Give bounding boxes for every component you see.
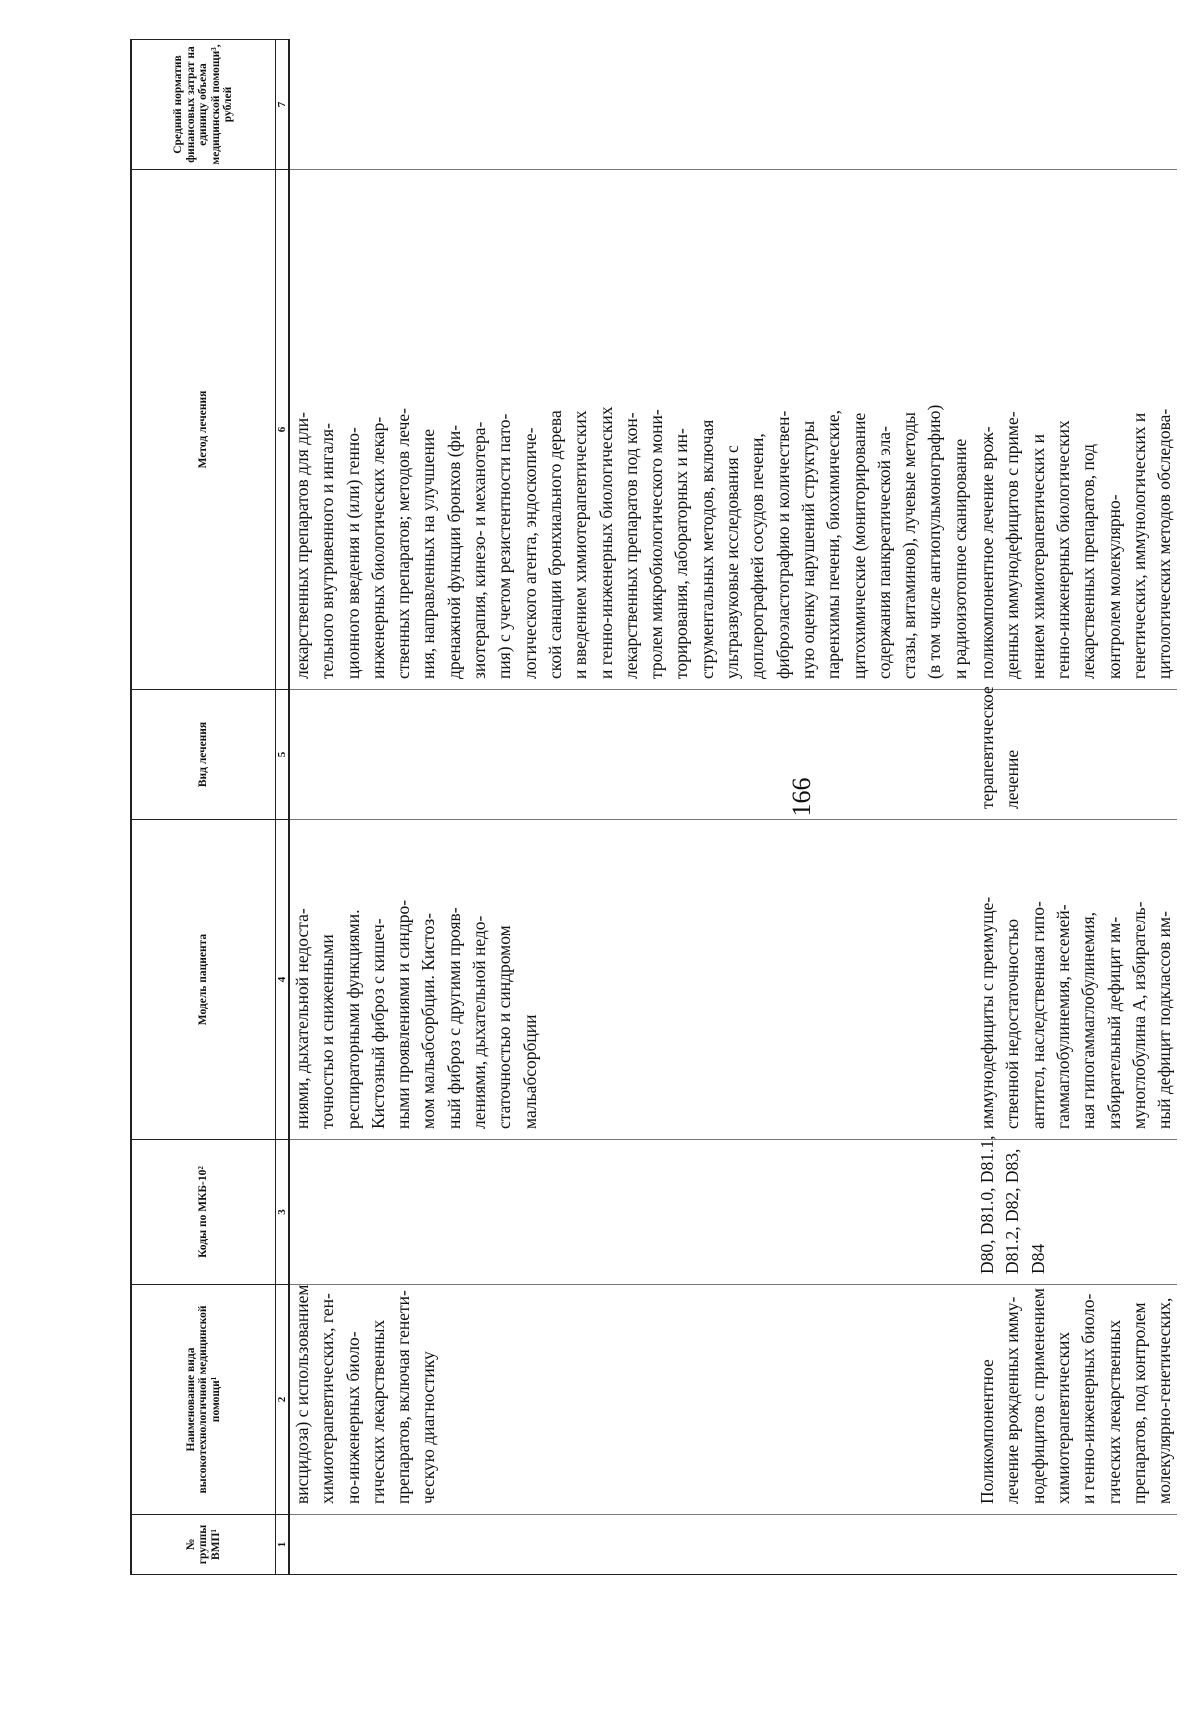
text-line: терапевтическое bbox=[977, 686, 998, 809]
text-line: нением химиотерапевтических и bbox=[1027, 434, 1048, 679]
text-line: ный фиброз с другими прояв- bbox=[443, 907, 464, 1129]
text-line: точностью и сниженными bbox=[317, 934, 338, 1129]
text-line: ческую диагностику bbox=[418, 1351, 439, 1504]
text-line: цитологических методов обследова- bbox=[1154, 408, 1175, 679]
text-line: Поликомпонентное bbox=[977, 1359, 998, 1504]
cell-treatment-kind bbox=[973, 686, 1177, 820]
text-line: лекарственных препаратов, под bbox=[1078, 444, 1099, 679]
text-line: ния, направленных на улучшение bbox=[418, 429, 439, 679]
page-number: 166 bbox=[787, 777, 816, 817]
text-line: ственных препаратов; методов лече- bbox=[393, 408, 414, 679]
text-line: ную оценку нарушений структуры bbox=[797, 420, 818, 679]
text-line: лениями, дыхательной недо- bbox=[469, 915, 490, 1129]
header-treatment-kind: Вид лечения bbox=[131, 690, 276, 820]
column-number: 4 bbox=[276, 820, 290, 1140]
header-row bbox=[131, 40, 276, 1575]
text-line: содержания панкреатической эла- bbox=[873, 426, 894, 679]
cell-patient-model bbox=[973, 820, 1177, 1140]
text-line: контролем молекулярно- bbox=[1103, 494, 1124, 679]
text-line: ниями, дыхательной недоста- bbox=[292, 908, 312, 1129]
text-line: ционного введения и (или) генно- bbox=[342, 427, 363, 679]
text-line: (в том числе ангиопульмонографию) bbox=[924, 404, 945, 679]
text-line: лекарственных препаратов для дли- bbox=[292, 412, 312, 679]
cell-cost-standard bbox=[289, 40, 973, 170]
text-line: денных иммунодефицитов с приме- bbox=[1002, 411, 1023, 679]
text-line: препаратов, включая генети- bbox=[393, 1290, 414, 1504]
text-line: ная гипогаммаглобулинемия, bbox=[1078, 911, 1099, 1129]
text-line: ственной недостаточностью bbox=[1002, 918, 1023, 1129]
cell-treatment-kind bbox=[289, 690, 973, 820]
text-line: зиотерапия, кинезо- и механотера- bbox=[469, 421, 490, 679]
text-line: молекулярно-генетических, bbox=[1154, 1297, 1175, 1504]
text-line: дренажной функции бронхов (фи- bbox=[443, 424, 464, 679]
text-line: висцидоза) с использованием bbox=[292, 1284, 312, 1504]
header-patient-model: Модель пациента bbox=[131, 820, 276, 1140]
table-row bbox=[289, 40, 973, 1575]
text-line: и генно-инженерных биологических bbox=[595, 406, 616, 679]
text-line: инженерных биологических лекар- bbox=[367, 416, 388, 679]
cell-icd-codes bbox=[289, 1140, 973, 1285]
cell-patient-model bbox=[289, 820, 973, 1140]
text-line: поликомпонентное лечение врож- bbox=[977, 426, 998, 679]
column-number-row bbox=[276, 40, 290, 1575]
text-line: гических лекарственных bbox=[1103, 1319, 1124, 1504]
text-line: и генно-инженерных биоло- bbox=[1078, 1293, 1099, 1504]
treatment-table bbox=[130, 39, 1177, 1575]
text-line: избирательный дефицит им- bbox=[1103, 916, 1124, 1129]
header-icd-codes: Коды по МКБ-10² bbox=[131, 1140, 276, 1285]
text-line: мальабсорбции bbox=[519, 1014, 540, 1129]
text-line: ской санации бронхиального дерева bbox=[544, 410, 565, 679]
column-number: 1 bbox=[276, 1515, 290, 1575]
column-number: 3 bbox=[276, 1140, 290, 1285]
cell-care-type bbox=[289, 1285, 973, 1515]
text-line: доплерографией сосудов печени, bbox=[747, 433, 768, 679]
header-cost-standard: Средний норматив финансовых затрат на единицу объема медицинской помощи³, рублей bbox=[131, 40, 276, 170]
text-line: мом мальабсорбции. Кистоз- bbox=[418, 913, 439, 1129]
text-line: лечение врожденных имму- bbox=[1002, 1296, 1023, 1504]
text-line: химиотерапевтических bbox=[1052, 1331, 1073, 1504]
text-line: пия) с учетом резистентности пато- bbox=[494, 413, 515, 679]
text-line: муноглобулина А, избиратель- bbox=[1128, 901, 1149, 1129]
column-number: 7 bbox=[276, 40, 290, 170]
column-number: 5 bbox=[276, 690, 290, 820]
cell-care-type bbox=[973, 1285, 1177, 1515]
text-line: и радиоизотопное сканирование bbox=[949, 438, 970, 679]
cell-treatment-method bbox=[973, 170, 1177, 690]
text-line: тельного внутривенного и ингаля- bbox=[317, 423, 338, 679]
text-line: струментальных методов, включая bbox=[696, 419, 717, 679]
text-line: цитохимические (мониторирование bbox=[848, 412, 869, 679]
text-line: фиброэластографию и количествен- bbox=[772, 410, 793, 679]
table-row bbox=[973, 40, 1177, 1575]
header-care-type: Наименование вида высокотехнологичной медицинской помощи¹ bbox=[131, 1285, 276, 1515]
text-line: нодефицитов с применением bbox=[1027, 1288, 1048, 1504]
cell-treatment-method bbox=[289, 170, 973, 690]
text-line: торирования, лабораторных и ин- bbox=[671, 428, 692, 679]
text-line: антител, наследственная гипо- bbox=[1027, 901, 1048, 1129]
text-line: статочностью и синдромом bbox=[494, 925, 515, 1129]
text-line: ными проявлениями и синдро- bbox=[393, 899, 414, 1129]
column-number: 2 bbox=[276, 1285, 290, 1515]
page-number-wrap bbox=[62, 777, 816, 884]
cell-group-number bbox=[289, 1515, 973, 1575]
text-line: гаммаглобулинемия, несемей- bbox=[1052, 904, 1073, 1129]
text-line: Кистозный фиброз с кишеч- bbox=[367, 918, 388, 1129]
text-line: гических лекарственных bbox=[367, 1319, 388, 1504]
text-line: ультразвуковые исследования с bbox=[722, 445, 743, 679]
text-line: ный дефицит подклассов им- bbox=[1154, 911, 1175, 1129]
header-treatment-method: Метод лечения bbox=[131, 170, 276, 690]
text-line: лекарственных препаратов под кон- bbox=[620, 412, 641, 679]
text-line: D80, D81.0, D81.1, bbox=[977, 1135, 998, 1274]
text-line: паренхимы печени, биохимические, bbox=[823, 409, 844, 679]
text-line: но-инженерных биоло- bbox=[342, 1331, 363, 1504]
text-line: и введением химиотерапевтических bbox=[570, 410, 591, 679]
text-line: химиотерапевтических, ген- bbox=[317, 1293, 338, 1504]
text-line: препаратов, под контролем bbox=[1128, 1302, 1149, 1504]
header-group-number: № группы ВМП¹ bbox=[131, 1515, 276, 1575]
text-line: генетических, иммунологических и bbox=[1128, 412, 1149, 679]
column-number: 6 bbox=[276, 170, 290, 690]
text-line: респираторными функциями. bbox=[342, 909, 363, 1129]
text-line: лечение bbox=[1002, 749, 1023, 809]
text-line: логического агента, эндоскопиче- bbox=[519, 427, 540, 679]
cell-cost-standard bbox=[973, 40, 1177, 170]
text-line: D81.2, D82, D83, bbox=[1002, 1148, 1023, 1274]
text-line: D84 bbox=[1027, 1243, 1048, 1274]
text-line: иммунодефициты с преимуще- bbox=[977, 896, 998, 1129]
text-line: стазы, витаминов), лучевые методы bbox=[899, 412, 920, 679]
rotated-table-page bbox=[130, 40, 1175, 1575]
text-line: генно-инженерных биологических bbox=[1052, 420, 1073, 679]
cell-group-number bbox=[973, 1515, 1177, 1575]
cell-icd-codes bbox=[973, 1135, 1177, 1285]
text-line: тролем микробиологического мони- bbox=[646, 409, 667, 679]
